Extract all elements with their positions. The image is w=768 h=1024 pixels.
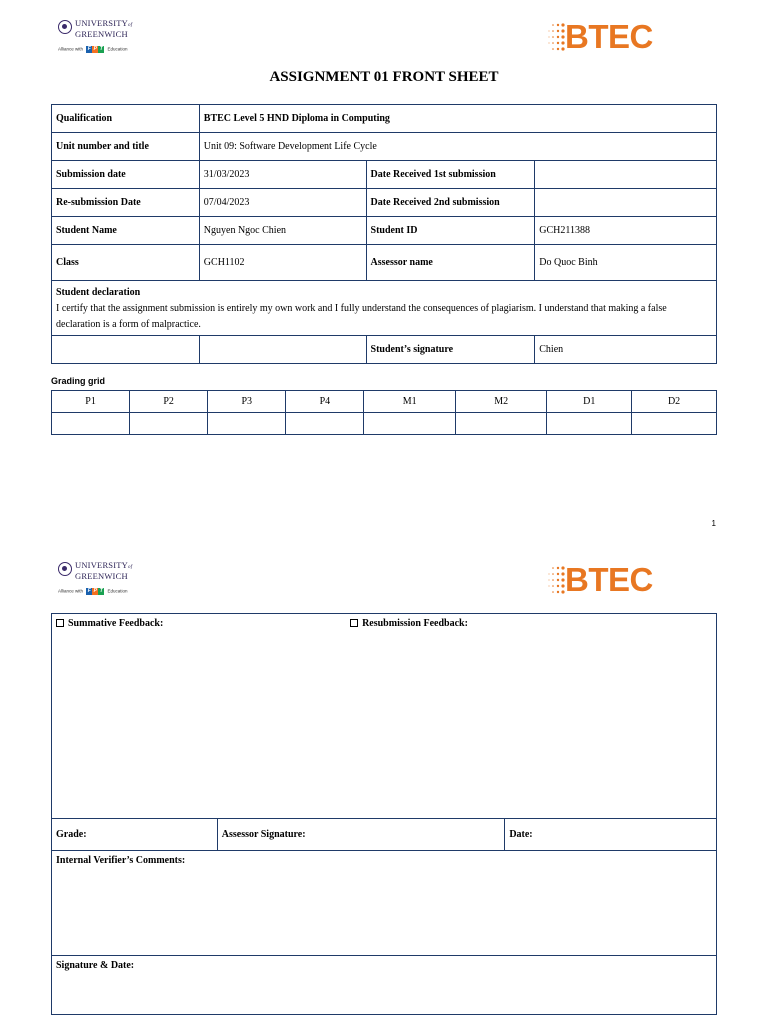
resubmission-checkbox-icon[interactable] <box>350 619 358 627</box>
student-name-value: Nguyen Ngoc Chien <box>199 217 366 245</box>
grade-header-p2: P2 <box>130 391 208 413</box>
university-line1: UNIVERSITY <box>75 560 128 570</box>
signature-date-label: Signature & Date: <box>56 960 135 971</box>
table-row <box>52 105 717 133</box>
grade-cell <box>455 413 546 435</box>
resubmission-date-value: 07/04/2023 <box>199 189 366 217</box>
btec-dots-icon <box>548 22 566 52</box>
grade-cell <box>632 413 717 435</box>
signature-empty-cell <box>52 336 200 364</box>
resubmission-date-label: Re-submission Date <box>52 189 200 217</box>
grade-header-p3: P3 <box>208 391 286 413</box>
class-label: Class <box>52 245 200 281</box>
grade-header-d2: D2 <box>632 391 717 413</box>
class-value: GCH1102 <box>199 245 366 281</box>
grade-header-p4: P4 <box>286 391 364 413</box>
alliance-suffix: Education <box>107 588 128 594</box>
crest-icon <box>58 20 72 34</box>
alliance-suffix: Education <box>107 46 128 52</box>
page-title: ASSIGNMENT 01 FRONT SHEET <box>269 69 499 85</box>
grade-cell <box>364 413 455 435</box>
university-of-greenwich-logo-2 <box>58 562 148 602</box>
grade-cell <box>286 413 364 435</box>
fpt-letter-t: T <box>99 588 103 594</box>
declaration-text: I certify that the assignment submission is entirely my own work and I fully understand the consequences of plagiarism. I understand that making a false declaration is a form of malpractice. <box>56 303 667 330</box>
grade-label: Grade: <box>52 819 218 851</box>
assessor-label: Assessor name <box>366 245 535 281</box>
qualification-value: BTEC Level 5 HND Diploma in Computing <box>199 105 716 133</box>
grading-header-row <box>52 391 717 413</box>
fpt-logo <box>86 46 104 53</box>
table-row <box>52 217 717 245</box>
unit-value: Unit 09: Software Development Life Cycle <box>199 133 716 161</box>
unit-label: Unit number and title <box>52 133 200 161</box>
table-row <box>52 189 717 217</box>
university-line2: GREENWICH <box>75 29 128 39</box>
signature-empty-cell <box>199 336 366 364</box>
fpt-letter-p: P <box>93 588 97 594</box>
fpt-letter-f: F <box>87 46 91 52</box>
page-number: 1 <box>711 519 716 528</box>
btec-text: BTEC <box>565 18 653 55</box>
summative-feedback-label: Summative Feedback: <box>68 618 164 629</box>
university-line2: GREENWICH <box>75 571 128 581</box>
grading-grid-title: Grading grid <box>51 376 105 386</box>
assessor-signature-label: Assessor Signature: <box>217 819 505 851</box>
grade-cell <box>208 413 286 435</box>
front-sheet-table <box>51 104 717 364</box>
fpt-letter-t: T <box>99 46 103 52</box>
summative-feedback-cell <box>52 614 351 819</box>
btec-logo <box>548 20 662 56</box>
grading-grid <box>51 390 717 435</box>
assessor-value: Do Quoc Binh <box>535 245 717 281</box>
grade-header-p1: P1 <box>52 391 130 413</box>
signature-value: Chien <box>535 336 717 364</box>
summative-checkbox-icon[interactable] <box>56 619 64 627</box>
received-1st-value <box>535 161 717 189</box>
qualification-label: Qualification <box>52 105 200 133</box>
student-name-label: Student Name <box>52 217 200 245</box>
student-declaration <box>52 281 717 336</box>
grade-header-m1: M1 <box>364 391 455 413</box>
table-row <box>52 281 717 336</box>
btec-dots-icon <box>548 565 566 595</box>
grade-cell <box>130 413 208 435</box>
iv-comments-cell <box>52 851 717 956</box>
university-of: of <box>128 23 133 28</box>
university-of: of <box>128 565 133 570</box>
submission-date-label: Submission date <box>52 161 200 189</box>
alliance-line <box>58 588 128 595</box>
university-line1: UNIVERSITY <box>75 18 128 28</box>
fpt-logo <box>86 588 104 595</box>
grade-header-m2: M2 <box>455 391 546 413</box>
alliance-prefix: Alliance with <box>58 46 84 52</box>
crest-icon <box>58 562 72 576</box>
table-row <box>52 161 717 189</box>
received-1st-label: Date Received 1st submission <box>366 161 535 189</box>
table-row <box>52 133 717 161</box>
btec-text: BTEC <box>565 561 653 598</box>
iv-comments-label: Internal Verifier’s Comments: <box>56 855 186 866</box>
fpt-letter-f: F <box>87 588 91 594</box>
received-2nd-value <box>535 189 717 217</box>
fpt-letter-p: P <box>93 46 97 52</box>
grade-cell <box>547 413 632 435</box>
signature-date-row <box>52 956 717 1015</box>
feedback-table <box>51 613 717 1015</box>
alliance-line <box>58 46 128 53</box>
signature-label: Student’s signature <box>366 336 535 364</box>
student-id-value: GCH211388 <box>535 217 717 245</box>
iv-comments-row <box>52 851 717 956</box>
received-2nd-label: Date Received 2nd submission <box>366 189 535 217</box>
grade-header-d1: D1 <box>547 391 632 413</box>
btec-logo-2 <box>548 563 662 599</box>
grade-cell <box>52 413 130 435</box>
date-label: Date: <box>505 819 717 851</box>
alliance-prefix: Alliance with <box>58 588 84 594</box>
table-row <box>52 245 717 281</box>
student-id-label: Student ID <box>366 217 535 245</box>
resubmission-feedback-label: Resubmission Feedback: <box>362 618 468 629</box>
grading-value-row <box>52 413 717 435</box>
table-row <box>52 336 717 364</box>
signature-date-cell <box>52 956 717 1015</box>
university-of-greenwich-logo <box>58 20 148 60</box>
declaration-title: Student declaration <box>56 287 141 298</box>
resubmission-feedback-cell <box>350 614 716 819</box>
feedback-row <box>52 614 717 819</box>
grade-row <box>52 819 717 851</box>
submission-date-value: 31/03/2023 <box>199 161 366 189</box>
